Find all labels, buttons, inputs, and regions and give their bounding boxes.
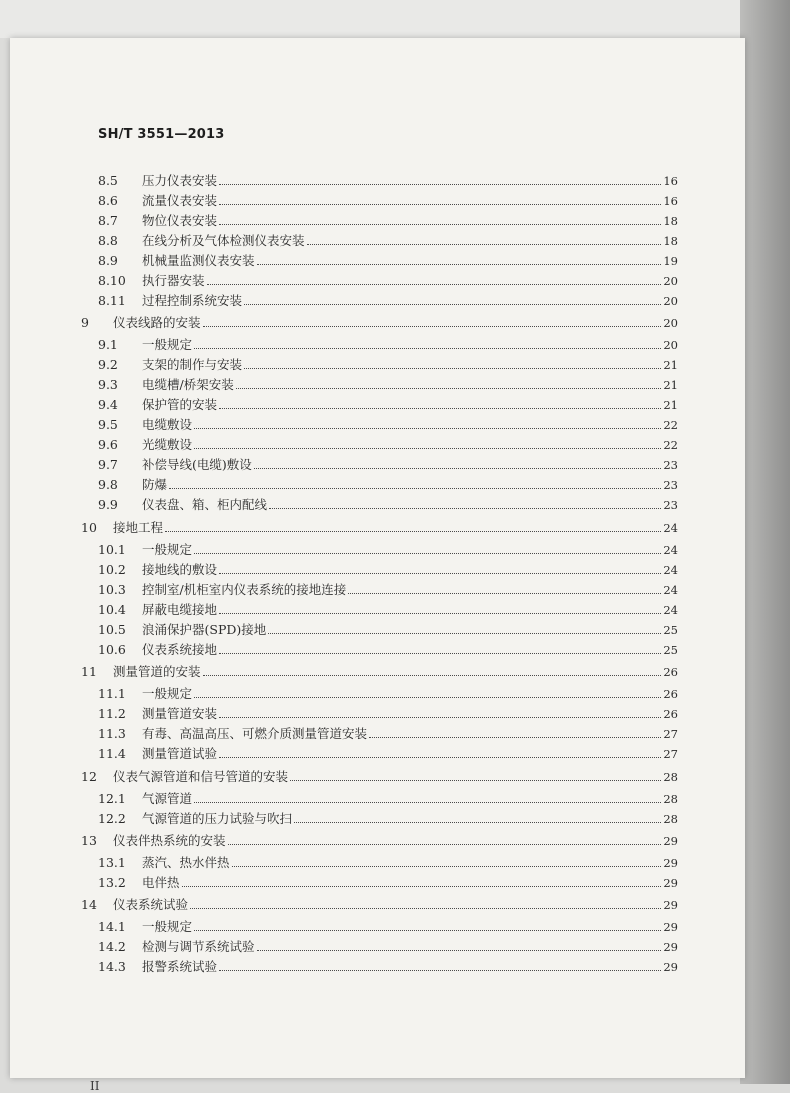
toc-entry-page: 29 [663,876,678,890]
toc-entry-number: 9.9 [98,497,118,512]
toc-entry-number: 13.1 [98,855,126,870]
toc-entry-title: 报警系统试验 [142,959,218,974]
toc-entry-title: 检测与调节系统试验 [142,939,255,954]
toc-leader-dots [257,941,662,951]
toc-entry-number: 10.1 [98,542,126,557]
toc-entry-number: 11.2 [98,706,126,721]
toc-entry-page: 22 [663,438,678,452]
toc-leader-dots [232,857,662,867]
toc-entry-number: 11 [81,664,97,679]
toc-entry-title: 一般规定 [142,919,193,934]
toc-leader-dots [257,255,662,265]
toc-entry-number: 9.3 [98,377,118,392]
toc-section-entry[interactable] [98,540,678,558]
toc-entry-page: 28 [663,812,678,826]
toc-section-entry[interactable] [98,355,678,373]
toc-entry-number: 8.6 [98,193,118,208]
toc-section-entry[interactable] [98,375,678,393]
toc-leader-dots [203,666,662,676]
toc-chapter-entry[interactable] [81,767,678,785]
toc-entry-page: 23 [663,458,678,472]
toc-entry-title: 补偿导线(电缆)敷设 [142,457,252,472]
toc-entry-page: 28 [663,770,678,784]
toc-leader-dots [369,728,661,738]
toc-leader-dots [236,379,662,389]
toc-leader-dots [290,771,661,781]
toc-leader-dots [219,748,661,758]
standard-code-header: SH/T 3551—2013 [98,127,225,142]
toc-entry-title: 电缆槽/桥架安装 [142,377,234,392]
toc-entry-page: 26 [663,707,678,721]
toc-leader-dots [207,275,662,285]
toc-entry-page: 29 [663,856,678,870]
toc-leader-dots [244,359,661,369]
toc-entry-number: 9.6 [98,437,118,452]
toc-entry-number: 9.5 [98,417,118,432]
toc-entry-title: 物位仪表安装 [142,213,218,228]
toc-leader-dots [182,877,662,887]
toc-leader-dots [219,564,661,574]
toc-entry-title: 屏蔽电缆接地 [142,602,218,617]
toc-leader-dots [219,644,661,654]
toc-section-entry[interactable] [98,291,678,309]
toc-leader-dots [190,899,661,909]
toc-section-entry[interactable] [98,917,678,935]
toc-entry-title: 测量管道安装 [142,706,218,721]
toc-entry-title: 气源管道 [142,791,193,806]
scan-right-edge [740,0,790,1084]
toc-entry-page: 20 [663,274,678,288]
toc-leader-dots [194,544,661,554]
toc-entry-page: 24 [663,563,678,577]
toc-entry-title: 仪表系统接地 [142,642,218,657]
toc-entry-number: 10 [81,520,97,535]
toc-entry-page: 29 [663,960,678,974]
toc-section-entry[interactable] [98,395,678,413]
toc-entry-number: 12 [81,769,97,784]
toc-leader-dots [219,215,661,225]
toc-entry-number: 11.3 [98,726,126,741]
toc-entry-page: 27 [663,727,678,741]
toc-entry-number: 10.6 [98,642,126,657]
toc-entry-page: 21 [663,398,678,412]
document-page [10,38,745,1093]
toc-section-entry[interactable] [98,957,678,975]
toc-leader-dots [219,399,661,409]
toc-section-entry[interactable] [98,435,678,453]
toc-entry-number: 8.7 [98,213,118,228]
toc-leader-dots [228,835,662,845]
toc-section-entry[interactable] [98,211,678,229]
toc-entry-title: 仪表系统试验 [113,897,189,912]
toc-entry-number: 8.11 [98,293,126,308]
toc-leader-dots [203,317,662,327]
toc-entry-title: 电伴热 [142,875,180,890]
toc-entry-number: 12.2 [98,811,126,826]
toc-entry-title: 机械量监测仪表安装 [142,253,255,268]
scan-top-margin [0,0,790,38]
toc-entry-number: 14 [81,897,97,912]
toc-leader-dots [219,175,661,185]
toc-leader-dots [165,522,661,532]
toc-section-entry[interactable] [98,704,678,722]
toc-entry-number: 14.1 [98,919,126,934]
toc-entry-title: 执行器安装 [142,273,205,288]
toc-entry-title: 接地线的敷设 [142,562,218,577]
toc-section-entry[interactable] [98,271,678,289]
toc-entry-page: 24 [663,603,678,617]
toc-entry-page: 25 [663,643,678,657]
toc-entry-page: 21 [663,358,678,372]
toc-entry-title: 有毒、高温高压、可燃介质测量管道安装 [142,726,368,741]
toc-entry-title: 光缆敷设 [142,437,193,452]
toc-entry-title: 一般规定 [142,337,193,352]
toc-entry-number: 13 [81,833,97,848]
toc-entry-number: 10.2 [98,562,126,577]
toc-entry-number: 9.4 [98,397,118,412]
page-number-footer: II [90,1079,100,1093]
toc-entry-title: 保护管的安装 [142,397,218,412]
toc-section-entry[interactable] [98,684,678,702]
toc-entry-number: 8.8 [98,233,118,248]
toc-leader-dots [219,195,661,205]
toc-leader-dots [219,961,661,971]
toc-entry-title: 浪涌保护器(SPD)接地 [142,622,267,637]
toc-entry-page: 29 [663,898,678,912]
toc-section-entry[interactable] [98,873,678,891]
toc-entry-page: 29 [663,920,678,934]
toc-chapter-entry[interactable] [81,895,678,913]
toc-chapter-entry[interactable] [81,662,678,680]
toc-entry-page: 23 [663,498,678,512]
toc-entry-title: 气源管道的压力试验与吹扫 [142,811,293,826]
toc-entry-number: 9.1 [98,337,118,352]
toc-leader-dots [244,295,661,305]
toc-section-entry[interactable] [98,455,678,473]
toc-entry-title: 在线分析及气体检测仪表安装 [142,233,305,248]
toc-entry-title: 仪表伴热系统的安装 [113,833,226,848]
toc-entry-number: 10.4 [98,602,126,617]
toc-leader-dots [194,793,661,803]
toc-leader-dots [268,624,661,634]
toc-entry-number: 9.8 [98,477,118,492]
toc-leader-dots [254,459,662,469]
toc-entry-number: 8.10 [98,273,126,288]
toc-entry-title: 电缆敷设 [142,417,193,432]
toc-entry-number: 11.4 [98,746,126,761]
toc-entry-title: 支架的制作与安装 [142,357,243,372]
toc-section-entry[interactable] [98,580,678,598]
toc-leader-dots [219,708,661,718]
toc-section-entry[interactable] [98,600,678,618]
toc-entry-page: 29 [663,940,678,954]
toc-entry-title: 仪表气源管道和信号管道的安装 [113,769,289,784]
toc-entry-number: 9 [81,315,89,330]
toc-section-entry[interactable] [98,724,678,742]
toc-entry-number: 9.7 [98,457,118,472]
toc-section-entry[interactable] [98,335,678,353]
toc-entry-page: 25 [663,623,678,637]
toc-section-entry[interactable] [98,640,678,658]
toc-section-entry[interactable] [98,495,678,513]
toc-section-entry[interactable] [98,415,678,433]
toc-entry-page: 21 [663,378,678,392]
toc-entry-title: 蒸汽、热水伴热 [142,855,230,870]
toc-section-entry[interactable] [98,475,678,493]
toc-leader-dots [194,439,661,449]
toc-entry-title: 防爆 [142,477,168,492]
toc-section-entry[interactable] [98,171,678,189]
toc-entry-title: 压力仪表安装 [142,173,218,188]
toc-chapter-entry[interactable] [81,313,678,331]
toc-entry-page: 20 [663,294,678,308]
toc-leader-dots [307,235,662,245]
toc-entry-title: 一般规定 [142,542,193,557]
toc-leader-dots [219,604,661,614]
toc-leader-dots [194,419,661,429]
toc-entry-page: 28 [663,792,678,806]
toc-entry-title: 接地工程 [113,520,164,535]
table-of-contents [10,38,745,1078]
toc-entry-title: 仪表线路的安装 [113,315,201,330]
toc-entry-page: 27 [663,747,678,761]
toc-entry-title: 流量仪表安装 [142,193,218,208]
toc-entry-page: 24 [663,521,678,535]
toc-section-entry[interactable] [98,560,678,578]
toc-entry-title: 一般规定 [142,686,193,701]
toc-entry-page: 23 [663,478,678,492]
toc-section-entry[interactable] [98,231,678,249]
toc-entry-page: 24 [663,583,678,597]
toc-leader-dots [269,499,661,509]
toc-leader-dots [348,584,661,594]
toc-entry-page: 26 [663,665,678,679]
toc-section-entry[interactable] [98,251,678,269]
toc-section-entry[interactable] [98,809,678,827]
toc-leader-dots [169,479,661,489]
toc-leader-dots [194,688,661,698]
toc-entry-page: 16 [663,174,678,188]
toc-chapter-entry[interactable] [81,518,678,536]
toc-leader-dots [194,921,661,931]
toc-entry-number: 14.3 [98,959,126,974]
toc-entry-page: 18 [663,234,678,248]
toc-entry-number: 8.5 [98,173,118,188]
toc-entry-number: 12.1 [98,791,126,806]
toc-entry-number: 9.2 [98,357,118,372]
toc-entry-page: 20 [663,338,678,352]
toc-entry-number: 10.5 [98,622,126,637]
toc-entry-number: 8.9 [98,253,118,268]
toc-section-entry[interactable] [98,789,678,807]
toc-entry-title: 仪表盘、箱、柜内配线 [142,497,268,512]
toc-entry-title: 测量管道的安装 [113,664,201,679]
toc-section-entry[interactable] [98,744,678,762]
toc-entry-title: 过程控制系统安装 [142,293,243,308]
toc-section-entry[interactable] [98,853,678,871]
toc-leader-dots [294,813,661,823]
toc-entry-page: 18 [663,214,678,228]
toc-entry-number: 13.2 [98,875,126,890]
toc-entry-title: 控制室/机柜室内仪表系统的接地连接 [142,582,347,597]
toc-entry-number: 10.3 [98,582,126,597]
toc-section-entry[interactable] [98,620,678,638]
toc-entry-page: 19 [663,254,678,268]
toc-entry-page: 16 [663,194,678,208]
toc-entry-title: 测量管道试验 [142,746,218,761]
toc-entry-page: 29 [663,834,678,848]
toc-entry-page: 24 [663,543,678,557]
toc-entry-page: 22 [663,418,678,432]
toc-section-entry[interactable] [98,191,678,209]
toc-chapter-entry[interactable] [81,831,678,849]
toc-entry-number: 14.2 [98,939,126,954]
toc-entry-page: 20 [663,316,678,330]
toc-entry-number: 11.1 [98,686,126,701]
toc-section-entry[interactable] [98,937,678,955]
toc-entry-page: 26 [663,687,678,701]
toc-leader-dots [194,339,661,349]
